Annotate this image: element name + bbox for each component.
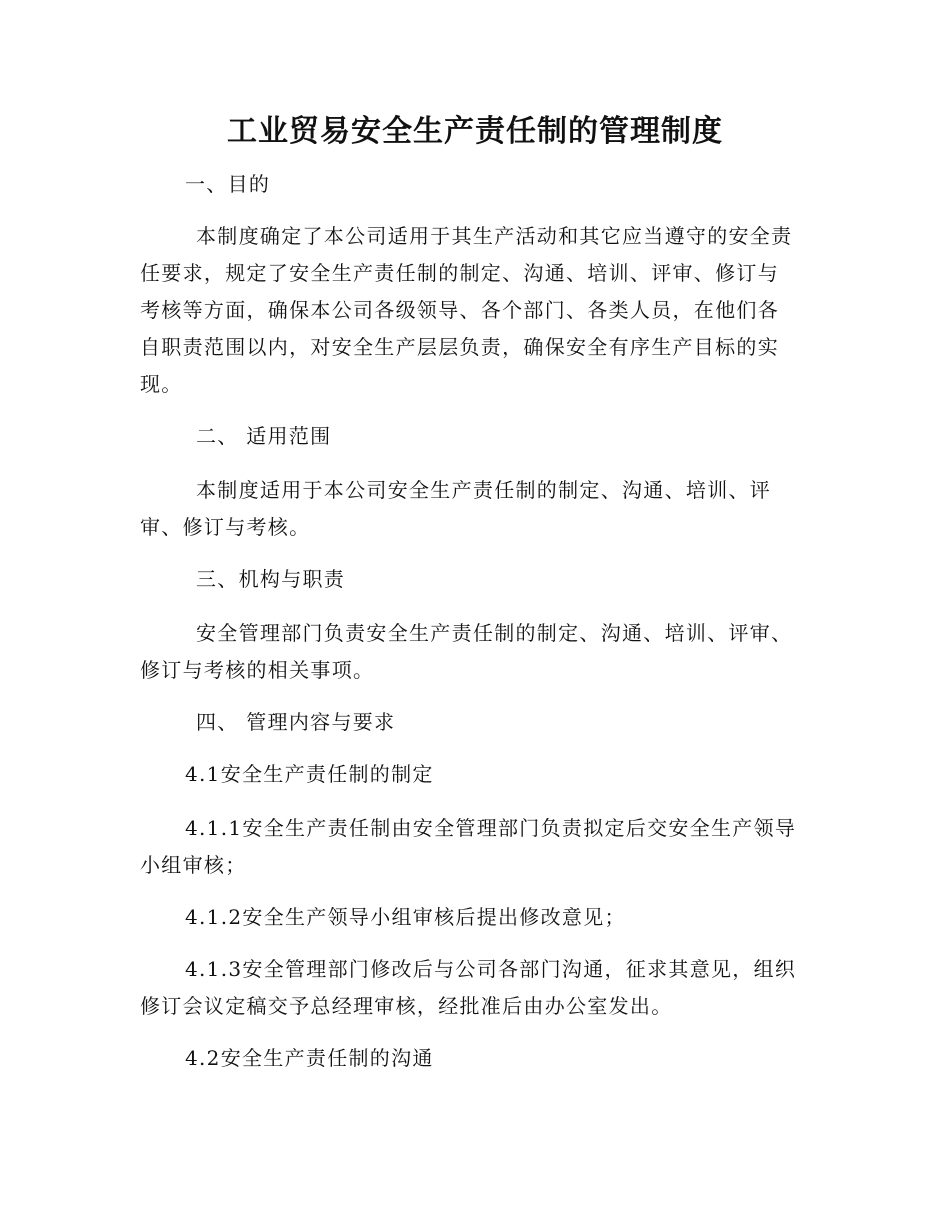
section-4-heading: 四、 管理内容与要求 xyxy=(196,710,396,734)
clause-4-1-1-line: 小组审核； xyxy=(140,853,247,877)
section-1-paragraph-line: 任要求，规定了安全生产责任制的制定、沟通、培训、评审、修订与 xyxy=(140,261,779,285)
section-1-heading: 一、目的 xyxy=(185,172,271,196)
section-3-heading: 三、机构与职责 xyxy=(196,567,346,591)
section-2-paragraph-line: 审、修订与考核。 xyxy=(140,515,311,539)
section-2-paragraph-line: 本制度适用于本公司安全生产责任制的制定、沟通、培训、评 xyxy=(196,478,772,502)
subsection-4-1: 4.1安全生产责任制的制定 xyxy=(185,762,434,786)
subsection-4-2: 4.2安全生产责任制的沟通 xyxy=(185,1046,434,1070)
clause-4-1-3-line: 修订会议定稿交予总经理审核，经批准后由办公室发出。 xyxy=(140,994,673,1018)
section-1-paragraph-line: 本制度确定了本公司适用于其生产活动和其它应当遵守的安全责 xyxy=(196,224,793,248)
section-3-paragraph-line: 修订与考核的相关事项。 xyxy=(140,658,375,682)
section-1-paragraph-line: 考核等方面，确保本公司各级领导、各个部门、各类人员，在他们各 xyxy=(140,298,779,322)
section-1-paragraph-line: 自职责范围以内，对安全生产层层负责，确保安全有序生产目标的实 xyxy=(140,335,779,359)
section-3-paragraph-line: 安全管理部门负责安全生产责任制的制定、沟通、培训、评审、 xyxy=(196,621,793,645)
section-1-paragraph-line: 现。 xyxy=(140,372,183,396)
clause-4-1-1-line: 4.1.1安全生产责任制由安全管理部门负责拟定后交安全生产领导 xyxy=(185,816,797,840)
document-title: 工业贸易安全生产责任制的管理制度 xyxy=(227,114,723,149)
clause-4-1-2: 4.1.2安全生产领导小组审核后提出修改意见； xyxy=(185,905,626,929)
section-2-heading: 二、 适用范围 xyxy=(196,424,332,448)
clause-4-1-3-line: 4.1.3安全管理部门修改后与公司各部门沟通，征求其意见，组织 xyxy=(185,957,797,981)
